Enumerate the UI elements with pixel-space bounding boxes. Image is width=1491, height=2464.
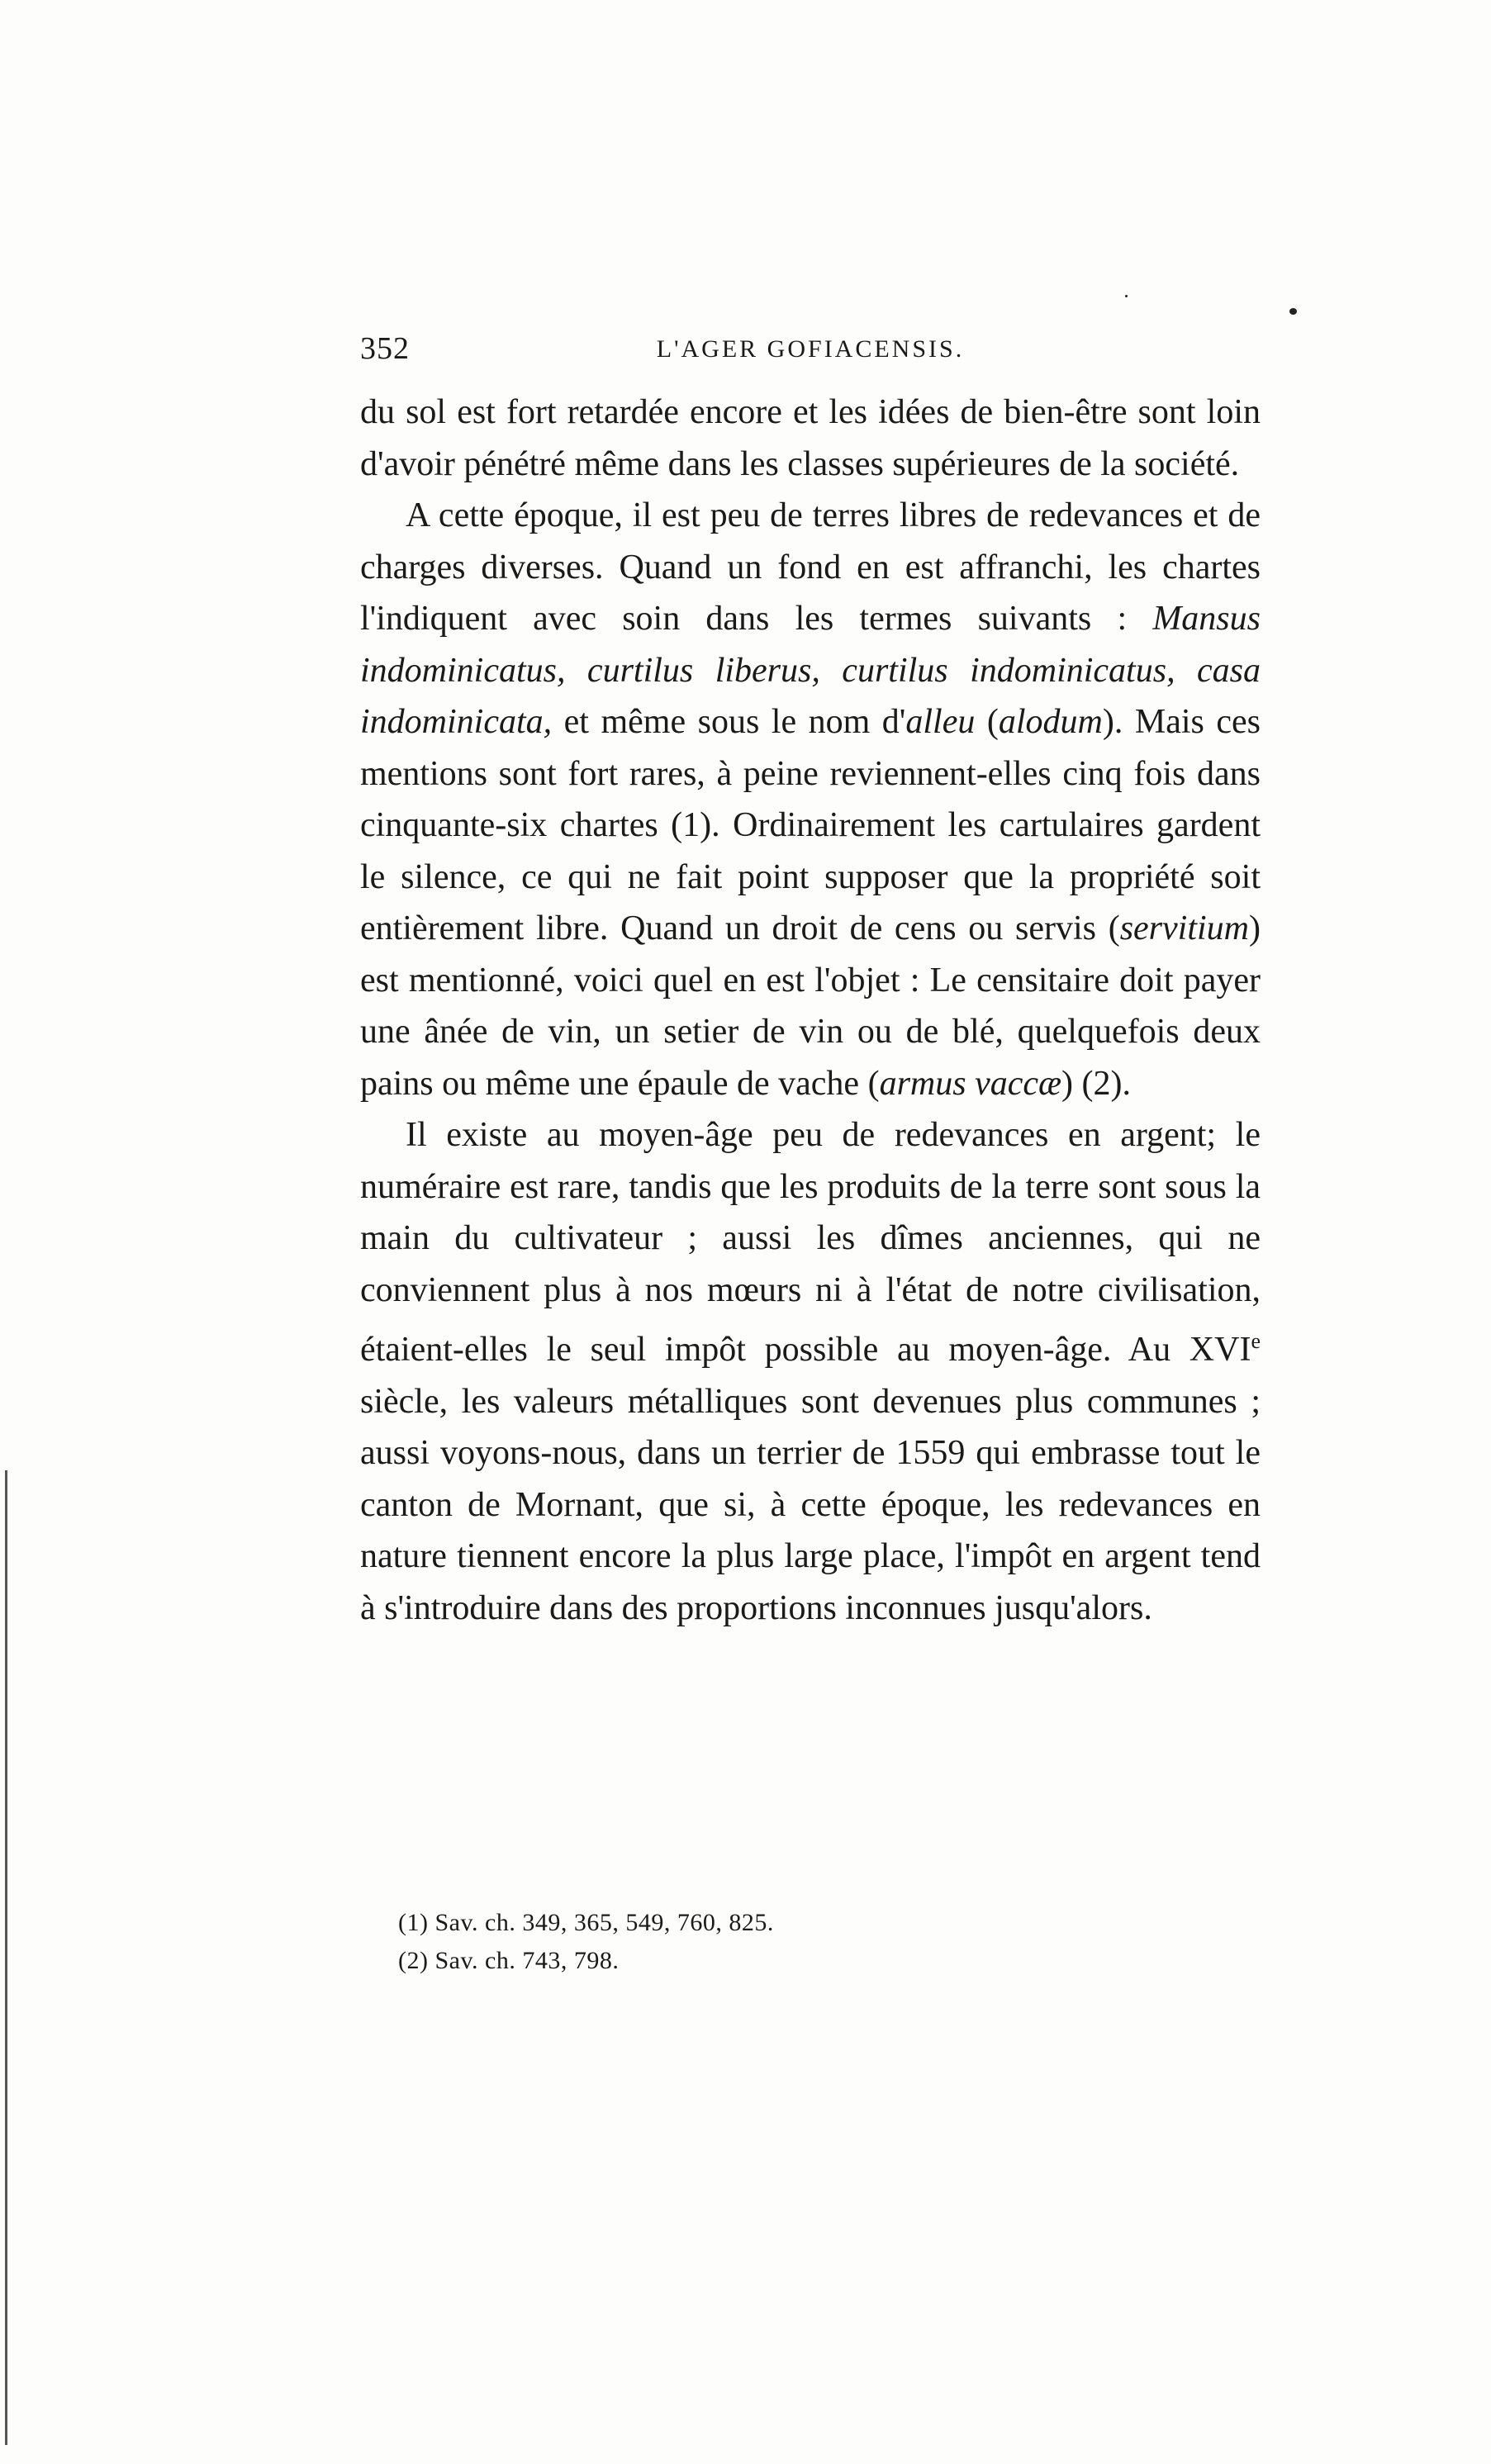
running-title: L'AGER GOFIACENSIS. <box>656 335 965 363</box>
page-number: 352 <box>360 331 410 366</box>
italic-text: armus vaccæ <box>879 1064 1062 1103</box>
text-run: et même sous le nom d' <box>552 703 906 741</box>
paragraph <box>360 1109 1261 1634</box>
superscript-text: e <box>1251 1329 1261 1353</box>
italic-text: servitium <box>1119 909 1249 947</box>
text-run: A cette époque, il est peu de terres libres de redevances et de charges diverses. Quand un fond en est affranchi, les chartes l'indiquent avec soin dans les termes suivants : <box>360 496 1261 638</box>
italic-text: Mansus indominicatus, curtilus liberus, curtilus indominicatus, casa indominicata, <box>360 600 1261 741</box>
footnote: (2) Sav. ch. 743, 798. <box>398 1947 620 1974</box>
footnote: (1) Sav. ch. 349, 365, 549, 760, 825. <box>398 1909 774 1936</box>
text-run: du sol est fort retardée encore et les idées de bien-être sont loin d'avoir pénétré même dans les classes supérieures de la société. <box>360 393 1261 483</box>
body-text <box>360 387 1261 1634</box>
text-run: siècle, les valeurs métalliques sont devenues plus communes ; aussi voyons-nous, dans un terrier de 1559 qui embrasse tout le canton de Mornant, que si, à cette époque, les redevances en nature tiennent encore la plus large place, l'impôt en argent tend à s'introduire dans des proportions inconnues jusqu'alors. <box>360 1382 1261 1627</box>
paragraph <box>360 387 1261 490</box>
text-run: ) est mentionné, voici quel en est l'objet : Le censitaire doit payer une ânée de vin, un setier de vin ou de blé, quelquefois deux pains ou même une épaule de vache ( <box>360 909 1261 1103</box>
text-run: ( <box>975 703 999 741</box>
italic-text: alodum <box>998 703 1103 741</box>
footnotes <box>398 1904 1142 1980</box>
scan-speck <box>1125 295 1128 297</box>
text-run: Il existe au moyen-âge peu de redevances en argent; le numéraire est rare, tandis que les produits de la terre sont sous la main du cultivateur ; aussi les dîmes anciennes, qui ne conviennent plus à nos mœurs ni à l'état de notre civilisation, étaient-elles le seul impôt possible au moyen-âge. Au XVI <box>360 1116 1261 1369</box>
text-run: ) (2). <box>1061 1064 1132 1103</box>
scan-speck <box>1289 308 1297 315</box>
page-edge-line <box>5 1470 7 2445</box>
page-header <box>360 330 1261 380</box>
paragraph <box>360 490 1261 1109</box>
italic-text: alleu <box>905 703 976 741</box>
text-run: ). Mais ces mentions sont fort rares, à peine reviennent-elles cinq fois dans cinquante-six chartes (1). Ordinairement les cartulaires gardent le silence, ce qui ne fait point supposer que la propriété soit entièrement libre. Quand un droit de cens ou servis ( <box>360 703 1261 947</box>
